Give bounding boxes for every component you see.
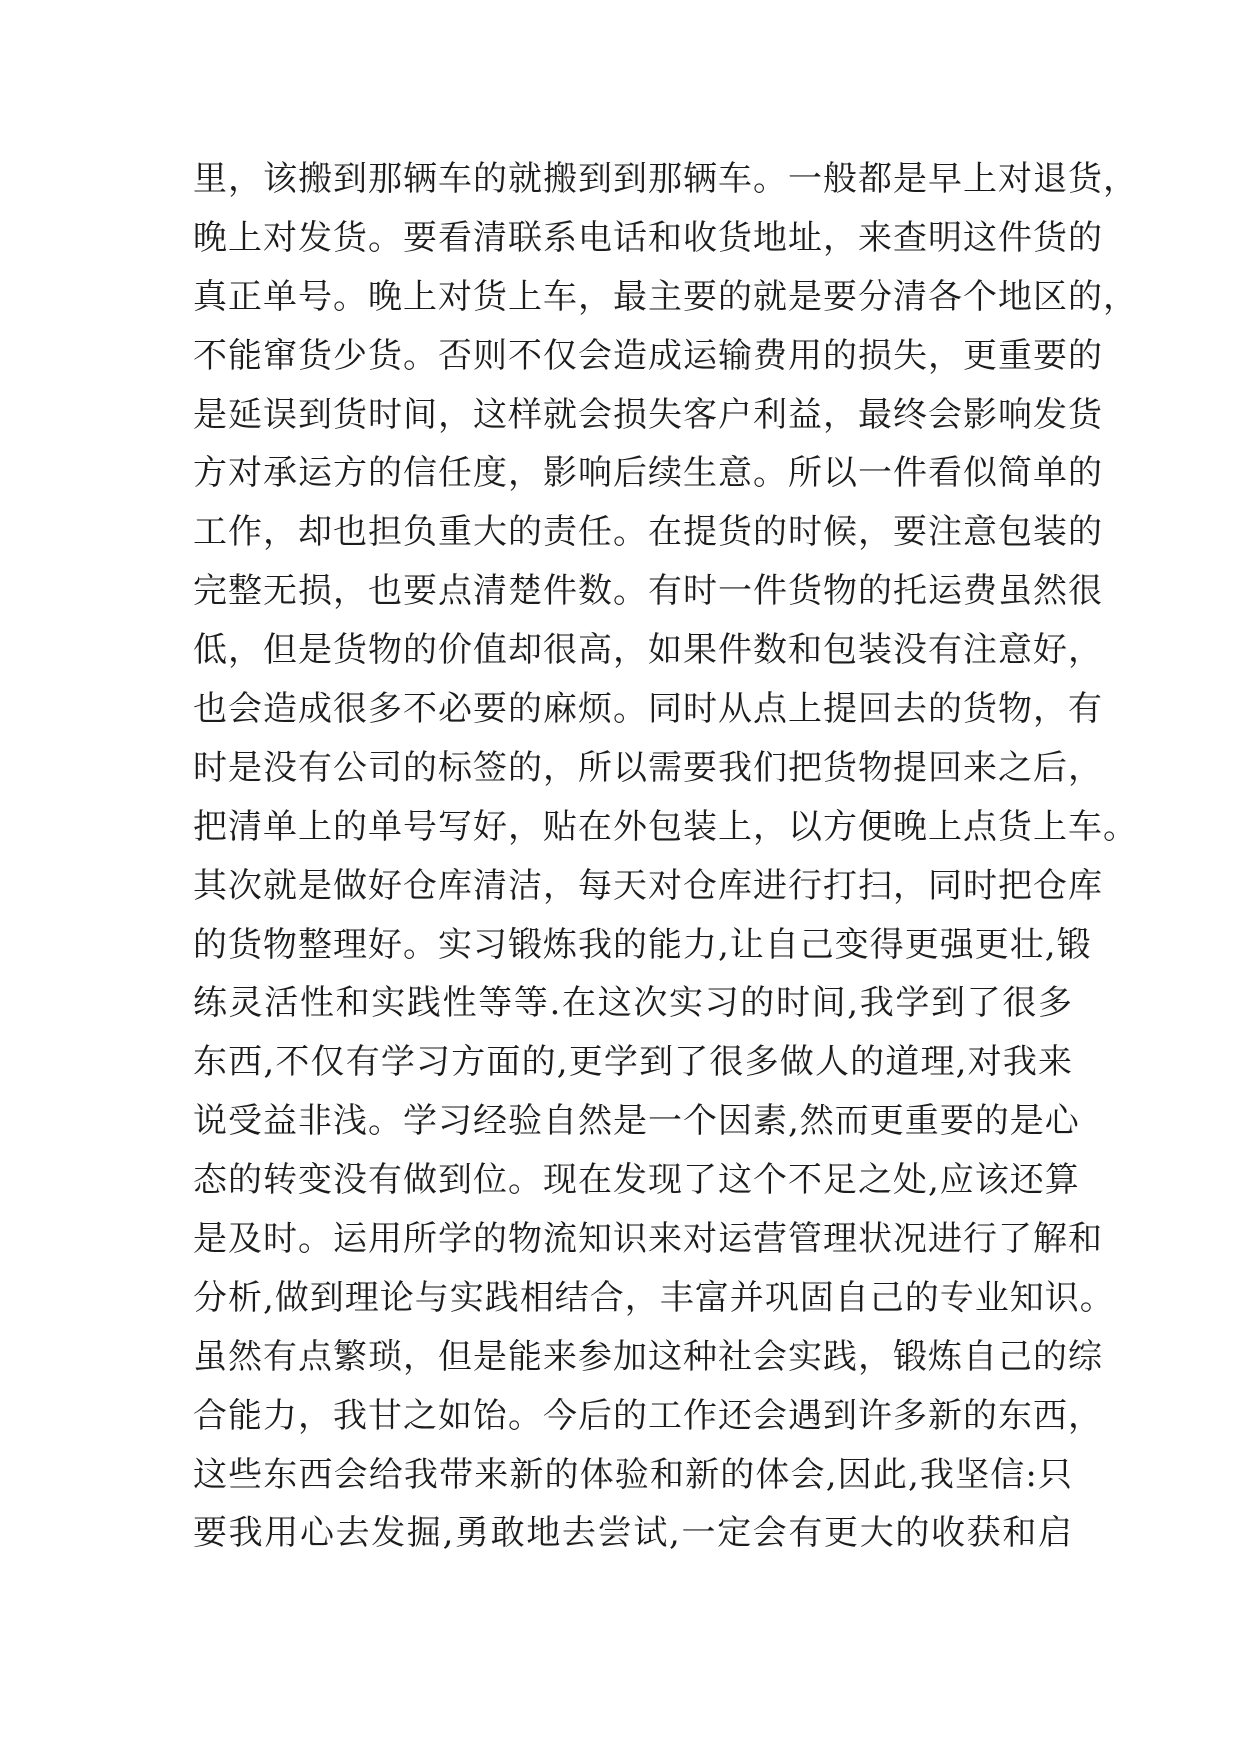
text-line-16: 东西,不仅有学习方面的,更学到了很多做人的道理,对我来 xyxy=(193,1042,1073,1083)
text-line-7: 工作，却也担负重大的责任。在提货的时候，要注意包装的 xyxy=(193,512,1103,553)
text-line-20: 分析,做到理论与实践相结合，丰富并巩固自己的专业知识。 xyxy=(193,1277,1115,1318)
text-line-1: 里，该搬到那辆车的就搬到到那辆车。一般都是早上对退货， xyxy=(193,159,1138,199)
text-line-22: 合能力，我甘之如饴。今后的工作还会遇到许多新的东西， xyxy=(193,1395,1103,1436)
text-line-3: 真正单号。晚上对货上车，最主要的就是要分清各个地区的， xyxy=(193,276,1138,317)
text-line-21: 虽然有点繁琐，但是能来参加这种社会实践，锻炼自己的综 xyxy=(193,1336,1103,1377)
body-text xyxy=(193,150,1138,1563)
text-line-5: 是延误到货时间，这样就会损失客户利益，最终会影响发货 xyxy=(193,394,1103,435)
text-line-19: 是及时。运用所学的物流知识来对运营管理状况进行了解和 xyxy=(193,1219,1103,1260)
text-line-10: 也会造成很多不必要的麻烦。同时从点上提回去的货物，有 xyxy=(193,689,1103,730)
text-line-4: 不能窜货少货。否则不仅会造成运输费用的损失，更重要的 xyxy=(193,335,1103,376)
text-line-18: 态的转变没有做到位。现在发现了这个不足之处,应该还算 xyxy=(193,1160,1080,1201)
text-line-14: 的货物整理好。实习锻炼我的能力,让自己变得更强更壮,锻 xyxy=(193,924,1092,965)
text-line-12: 把清单上的单号写好，贴在外包装上，以方便晚上点货上车。 xyxy=(193,806,1138,847)
text-line-6: 方对承运方的信任度，影响后续生意。所以一件看似简单的 xyxy=(193,453,1103,494)
text-line-9: 低，但是货物的价值却很高，如果件数和包装没有注意好， xyxy=(193,630,1103,671)
text-line-15: 练灵活性和实践性等等.在这次实习的时间,我学到了很多 xyxy=(193,983,1073,1024)
text-line-17: 说受益非浅。学习经验自然是一个因素,然而更重要的是心 xyxy=(193,1101,1080,1142)
text-line-13: 其次就是做好仓库清洁，每天对仓库进行打扫，同时把仓库 xyxy=(193,865,1103,906)
text-line-11: 时是没有公司的标签的，所以需要我们把货物提回来之后， xyxy=(193,747,1103,788)
text-line-2: 晚上对发货。要看清联系电话和收货地址，来查明这件货的 xyxy=(193,217,1103,258)
text-line-24: 要我用心去发掘,勇敢地去尝试,一定会有更大的收获和启 xyxy=(193,1513,1073,1554)
text-line-8: 完整无损，也要点清楚件数。有时一件货物的托运费虽然很 xyxy=(193,571,1103,612)
text-line-23: 这些东西会给我带来新的体验和新的体会,因此,我坚信:只 xyxy=(193,1454,1073,1495)
